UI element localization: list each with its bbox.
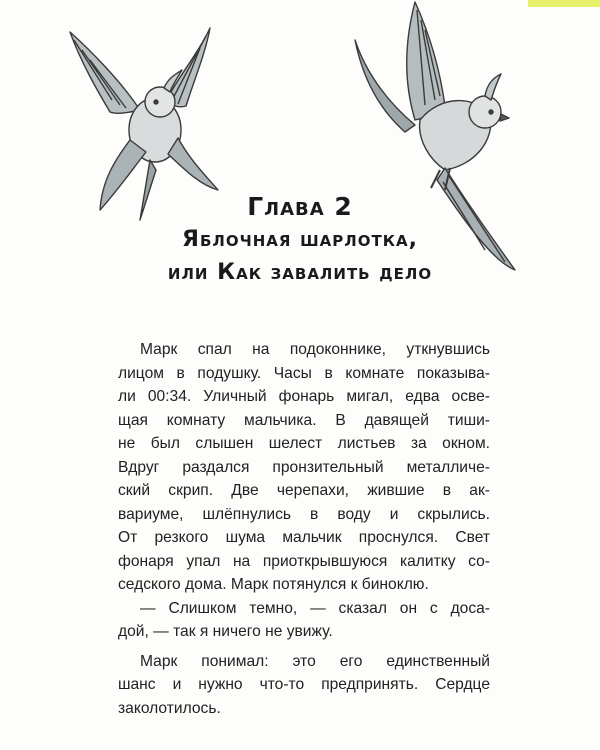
chapter-title-line-2: или Как завалить дело (167, 260, 433, 285)
text-line: Марк спал на подоконнике, уткнувшись (140, 341, 490, 358)
chapter-number: Глава 2 (247, 192, 353, 221)
text-line: ский скрип. Две черепахи, жившие в ак- (118, 482, 490, 499)
text-line: Вдруг раздался пронзительный металличе- (118, 458, 490, 476)
paragraph-2 (118, 597, 490, 644)
text-line: лицом в подушку. Часы в комнате показыва- (118, 364, 490, 382)
text-line: фонаря упал на приоткрывшуюся калитку со- (118, 552, 490, 570)
paragraph-3 (118, 650, 490, 721)
chapter-heading (150, 190, 450, 289)
text-line: шанс и нужно что-то предпринять. Сердце (118, 676, 490, 693)
text-line: седского дома. Марк потянулся к биноклю. (118, 576, 429, 593)
text-line: заколотилось. (118, 699, 221, 717)
text-line: вариуме, шлёпнулись в воду и скрылись. (118, 505, 490, 523)
text-line: дой, — так я ничего не увижу. (118, 623, 333, 640)
body-text (118, 338, 490, 720)
text-line: Марк понимал: это его единственный (140, 652, 490, 670)
text-line: щая комнату мальчика. В давящей тиши- (118, 411, 490, 429)
text-line: — Слишком темно, — сказал он с доса- (140, 599, 490, 617)
text-line: ли 00:34. Уличный фонарь мигал, едва осве- (118, 388, 490, 405)
page-corner-tab (528, 0, 600, 7)
text-line: От резкого шума мальчик проснулся. Свет (118, 529, 490, 546)
text-line: не был слышен шелест листьев за окном. (118, 435, 490, 452)
chapter-title-line-1: Яблочная шарлотка, (182, 227, 418, 252)
paragraph-1 (118, 338, 490, 597)
